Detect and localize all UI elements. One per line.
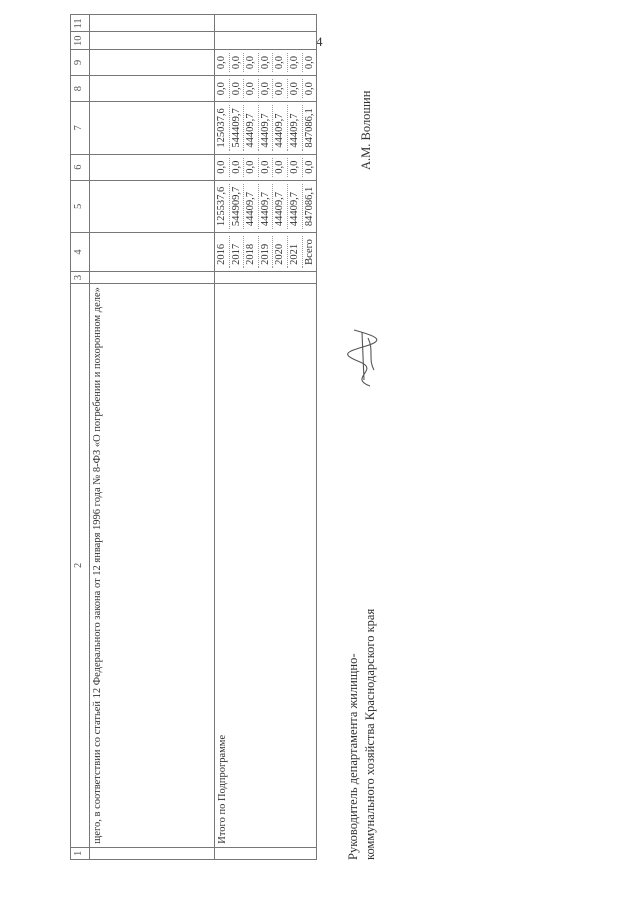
header-col-6: 6: [71, 154, 90, 180]
col6-value: 0,0: [303, 160, 315, 174]
header-col-10: 10: [71, 32, 90, 50]
col5-values: [215, 184, 316, 229]
signer-name: А.М. Волошин: [359, 90, 373, 170]
header-col-5: 5: [71, 180, 90, 232]
page-number: 4: [316, 34, 323, 49]
col8-value: 0,0: [287, 79, 302, 98]
header-row: [71, 15, 90, 860]
total-row: [215, 15, 317, 860]
col8-values: [215, 79, 316, 98]
col6-cell: [215, 154, 317, 180]
col5-value: 44409,7: [258, 184, 273, 229]
col7-value: 847086,1: [303, 108, 315, 148]
col9-value: 0,0: [303, 55, 315, 70]
footer-position-line-1: Руководитель департамента жилищно-: [346, 653, 360, 860]
col7-value: 44409,7: [244, 105, 259, 150]
col8-value: 0,0: [244, 79, 259, 98]
col9-cell: [215, 49, 317, 75]
col5-value: 44409,7: [273, 184, 288, 229]
col7-value: 44409,7: [287, 105, 302, 150]
header-col-11: 11: [71, 15, 90, 32]
col5-value: 44409,7: [244, 184, 259, 229]
col7-cell: [215, 102, 317, 154]
col9-value: 0,0: [273, 53, 288, 72]
col6-value: 0,0: [287, 158, 302, 177]
col9-value: 0,0: [258, 53, 273, 72]
header-col-1: 1: [71, 847, 90, 859]
col8-value: 0,0: [229, 79, 244, 98]
header-col-9: 9: [71, 49, 90, 75]
header-col-4: 4: [71, 233, 90, 272]
col8-value: 0,0: [273, 79, 288, 98]
year-total: Всего: [303, 239, 315, 265]
col6-values: [215, 158, 316, 177]
col8-cell: [215, 76, 317, 102]
col9-value: 0,0: [287, 53, 302, 72]
col9-value: 0,0: [244, 53, 259, 72]
col6-value: 0,0: [244, 158, 259, 177]
year-2016: 2016: [215, 236, 229, 268]
year-2018: 2018: [244, 236, 259, 268]
footer-position-line-2: коммунального хозяйства Краснодарского края: [363, 608, 377, 860]
col6-value: 0,0: [258, 158, 273, 177]
signature-mark: [340, 320, 384, 390]
header-col-3: 3: [71, 271, 90, 283]
col8-value: 0,0: [215, 79, 229, 98]
col7-value: 44409,7: [258, 105, 273, 150]
total-label: Итого по Подпрограмме: [215, 284, 317, 848]
header-col-8: 8: [71, 76, 90, 102]
program-table: [70, 14, 317, 860]
col5-cell: [215, 180, 317, 232]
col7-value: 44409,7: [273, 105, 288, 150]
col5-value: 44409,7: [287, 184, 302, 229]
col5-value: 544909,7: [229, 184, 244, 229]
year-2020: 2020: [273, 236, 288, 268]
col8-value: 0,0: [303, 82, 315, 96]
col7-values: [215, 105, 316, 150]
continuation-row: [90, 15, 215, 860]
col6-value: 0,0: [229, 158, 244, 177]
continuation-text: щего, в соответствии со статьей 12 Федерального закона от 12 января 1996 года № 8-ФЗ «О погребении и похоронном деле»: [90, 284, 215, 848]
col9-value: 0,0: [215, 53, 229, 72]
col5-value: 125537,6: [215, 184, 229, 229]
col8-value: 0,0: [258, 79, 273, 98]
col5-value: 847086,1: [303, 186, 315, 227]
header-col-7: 7: [71, 102, 90, 154]
year-2019: 2019: [258, 236, 273, 268]
years-cell: [215, 233, 317, 272]
col7-value: 125037,6: [215, 105, 229, 150]
col6-value: 0,0: [215, 158, 229, 177]
col9-values: [215, 53, 316, 72]
col9-value: 0,0: [229, 53, 244, 72]
col7-value: 544409,7: [229, 105, 244, 150]
header-col-2: 2: [71, 284, 90, 848]
years-list: [215, 236, 316, 268]
col6-value: 0,0: [273, 158, 288, 177]
rotated-page-content: [70, 18, 490, 860]
year-2021: 2021: [287, 236, 302, 268]
year-2017: 2017: [229, 236, 244, 268]
